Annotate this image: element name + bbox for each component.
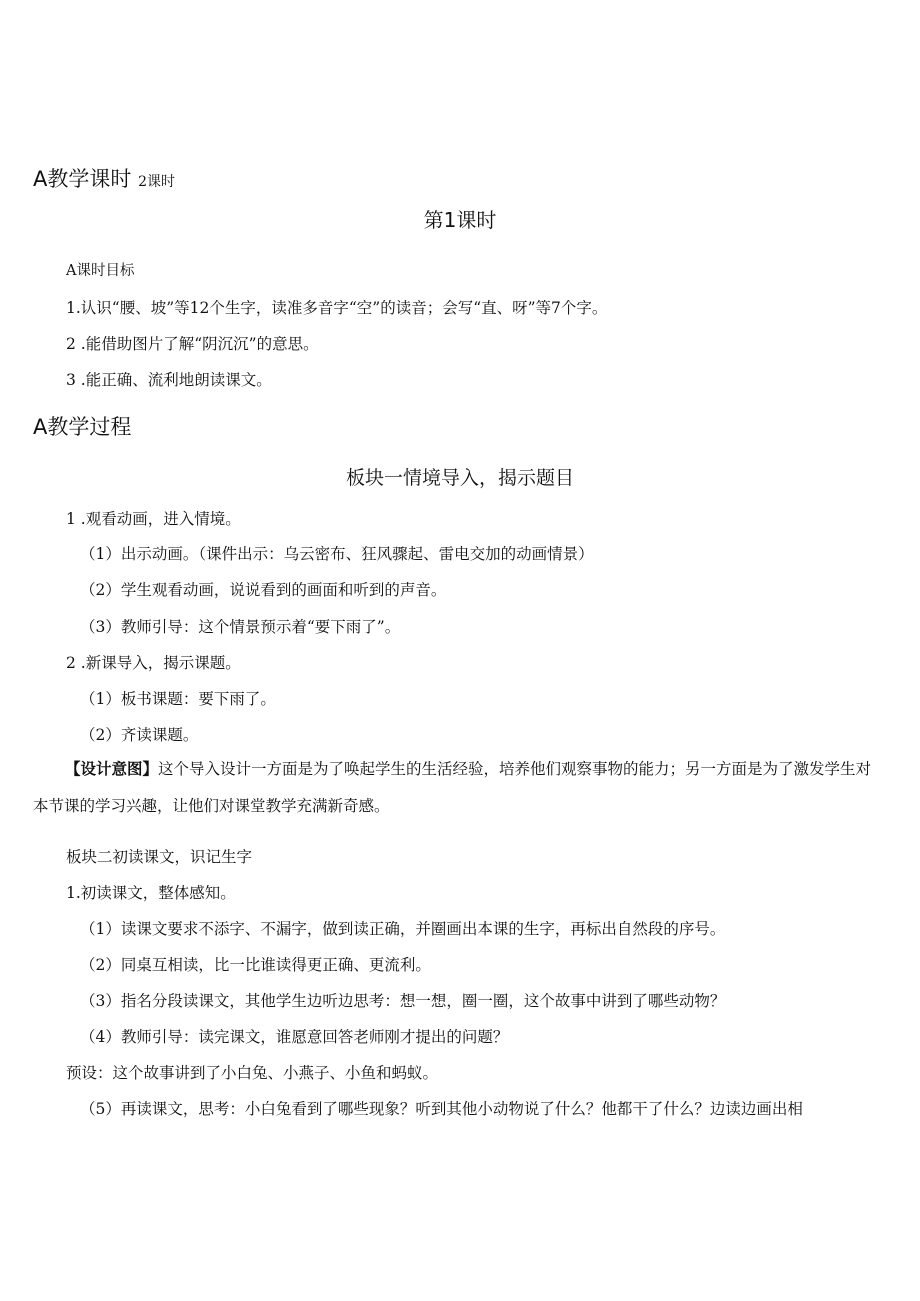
- teaching-hours-heading: [33, 166, 175, 195]
- block2-substep: （5）再读课文，思考：小白兔看到了哪些现象？听到其他小动物说了什么？他都干了什么？边读边画出相: [80, 1100, 803, 1118]
- process-heading: A教学过程: [33, 415, 132, 439]
- block1-substep: （2）齐读课题。: [80, 726, 199, 744]
- objectives-heading: A课时目标: [66, 263, 135, 279]
- block1-step: 2 .新课导入，揭示课题。: [66, 654, 241, 672]
- block2-substep: （3）指名分段读课文，其他学生边听边思考：想一想，圈一圈，这个故事中讲到了哪些动物？: [80, 992, 726, 1010]
- block2-step: 1.初读课文，整体感知。: [66, 884, 236, 902]
- block2-substep: （1）读课文要求不添字、不漏字，做到读正确，并圈画出本课的生字，再标出自然段的序号。: [80, 920, 726, 938]
- teaching-hours-value: 2课时: [138, 174, 175, 190]
- design-intent-paragraph: [33, 751, 885, 825]
- block1-substep: （1）板书课题：要下雨了。: [80, 690, 276, 708]
- block2-substep: （4）教师引导：读完课文，谁愿意回答老师刚才提出的问题？: [80, 1028, 509, 1046]
- block1-substep: （3）教师引导：这个情景预示着“要下雨了”。: [80, 618, 401, 636]
- teaching-hours-title: A教学课时: [33, 167, 132, 191]
- block1-step: 1 .观看动画，进入情境。: [66, 510, 241, 528]
- block1-title: 板块一情境导入，揭示题目: [345, 467, 574, 489]
- design-intent-text: 这个导入设计一方面是为了唤起学生的生活经验，培养他们观察事物的能力；另一方面是为了激发学生对本节课的学习兴趣，让他们对课堂教学充满新奇感。: [33, 760, 872, 815]
- block1-substep: （2）学生观看动画，说说看到的画面和听到的声音。: [80, 581, 447, 599]
- objective-item: 2 .能借助图片了解“阴沉沉”的意思。: [66, 335, 319, 353]
- block2-preset: 预设：这个故事讲到了小白兔、小燕子、小鱼和蚂蚁。: [66, 1064, 439, 1082]
- lesson-title: 第1课时: [423, 208, 497, 232]
- objective-item: 1.认识“腰、坡”等12个生字，读准多音字“空”的读音；会写“直、呀”等7个字。: [66, 299, 608, 317]
- block2-substep: （2）同桌互相读，比一比谁读得更正确、更流利。: [80, 956, 431, 974]
- block1-substep: （1）出示动画。（课件出示：乌云密布、狂风骤起、雷电交加的动画情景）: [80, 545, 594, 563]
- objective-item: 3 .能正确、流利地朗读课文。: [66, 371, 272, 389]
- design-intent-label: 【设计意图】: [65, 760, 159, 778]
- block2-title: 板块二初读课文，识记生字: [66, 848, 253, 866]
